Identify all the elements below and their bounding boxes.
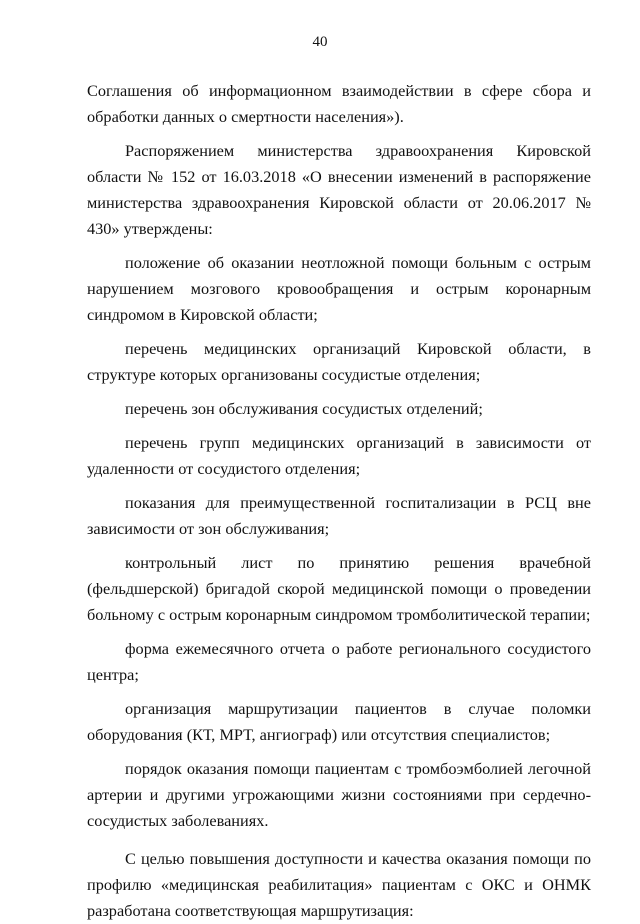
list-item-pulmonary-embolism-procedure: порядок оказания помощи пациентам с тромбоэмболией легочной артерии и другими угрожающими жизни состояниями при сердечно-сосудистых заболеваниях. bbox=[87, 759, 591, 830]
list-item-equipment-failure-routing: организация маршрутизации пациентов в случае поломки оборудования (КТ, МРТ, ангиограф) или отсутствия специалистов; bbox=[87, 699, 591, 744]
list-item-service-zones: перечень зон обслуживания сосудистых отделений; bbox=[125, 399, 483, 418]
paragraph-agreement-continuation: Соглашения об информационном взаимодействии в сфере сбора и обработки данных о смертности населения»). bbox=[87, 81, 591, 126]
page-number: 40 bbox=[312, 34, 328, 50]
list-item-hospitalization-indications: показания для преимущественной госпитализации в РСЦ вне зависимости от зон обслуживания; bbox=[87, 493, 591, 538]
list-item-monthly-report-form: форма ежемесячного отчета о работе регионального сосудистого центра; bbox=[87, 639, 591, 684]
list-item-organization-groups: перечень групп медицинских организаций в зависимости от удаленности от сосудистого отделения; bbox=[87, 433, 591, 478]
paragraph-order-intro: Распоряжением министерства здравоохранения Кировской области № 152 от 16.03.2018 «О внесении изменений в распоряжение министерства здравоохранения Кировской области от 20.06.2017 № 430» утверждены: bbox=[87, 141, 591, 238]
list-item-emergency-care-regulation: положение об оказании неотложной помощи больным с острым нарушением мозгового кровообращения и острым коронарным синдромом в Кировской области; bbox=[87, 253, 591, 324]
list-item-thrombolysis-checklist: контрольный лист по принятию решения врачебной (фельдшерской) бригадой скорой медицинской помощи о проведении больному с острым коронарным синдромом тромболитической терапии; bbox=[87, 553, 591, 624]
document-body bbox=[87, 78, 591, 924]
paragraph-rehabilitation-routing: С целью повышения доступности и качества оказания помощи по профилю «медицинская реабилитация» пациентам с ОКС и ОНМК разработана соответствующая маршрутизация: bbox=[87, 849, 591, 920]
list-item-medical-organizations: перечень медицинских организаций Кировской области, в структуре которых организованы сосудистые отделения; bbox=[87, 339, 591, 384]
